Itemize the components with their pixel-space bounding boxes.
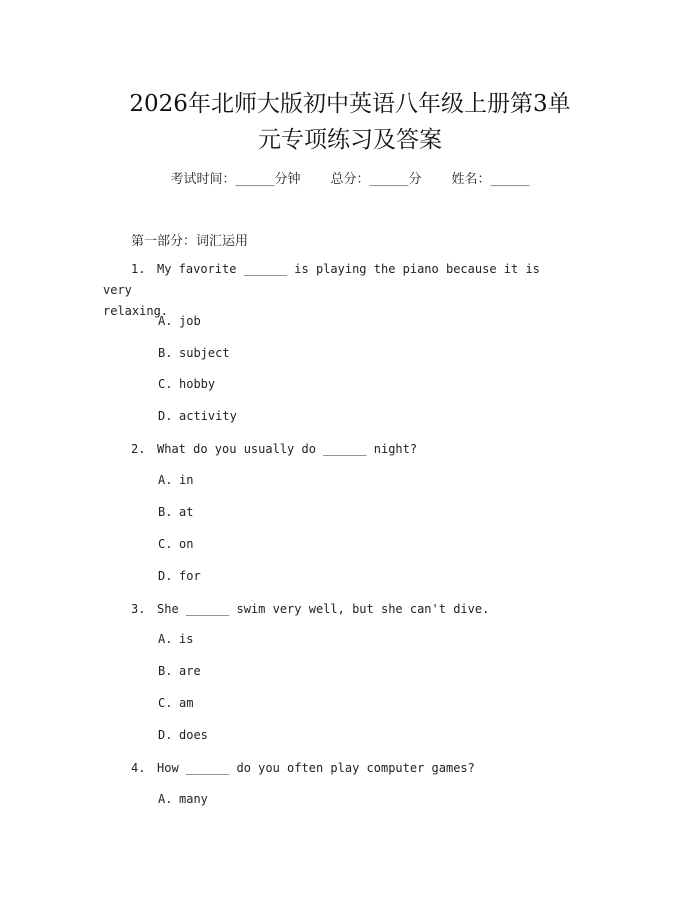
question-text-line: My favorite ______ is playing the piano because it is very [103, 262, 540, 297]
option-1c [158, 377, 215, 391]
option-letter: A. [158, 314, 173, 328]
option-text: job [179, 314, 201, 328]
option-2d [158, 569, 201, 583]
option-1d [158, 409, 237, 423]
question-number: 2. [131, 442, 146, 456]
title-line-2: 元专项练习及答案 [258, 127, 442, 153]
student-name: 姓名：______ [451, 172, 530, 187]
question-2 [103, 439, 563, 460]
option-2b [158, 505, 193, 519]
option-text: is [179, 632, 194, 646]
option-3b [158, 664, 201, 678]
option-3a [158, 632, 193, 646]
question-number: 4. [131, 761, 146, 775]
option-1b [158, 346, 230, 360]
option-text: does [179, 728, 208, 742]
document-title [60, 86, 640, 158]
exam-meta [0, 168, 700, 187]
option-text: am [179, 696, 194, 710]
option-letter: A. [158, 792, 173, 806]
question-3 [103, 599, 563, 620]
exam-time: 考试时间：______分钟 [170, 172, 301, 187]
question-number: 1. [131, 262, 146, 276]
option-letter: C. [158, 377, 173, 391]
question-text-line: What do you usually do ______ night? [157, 442, 418, 456]
option-4a [158, 792, 208, 806]
question-text-line: How ______ do you often play computer games? [157, 761, 475, 775]
option-letter: D. [158, 728, 173, 742]
section-heading: 第一部分：词汇运用 [131, 234, 249, 249]
option-2a [158, 473, 193, 487]
option-3d [158, 728, 208, 742]
option-text: on [179, 537, 194, 551]
option-letter: C. [158, 537, 173, 551]
question-1 [103, 259, 563, 322]
title-line-1: 2026年北师大版初中英语八年级上册第3单 [129, 91, 571, 117]
option-letter: B. [158, 664, 173, 678]
option-letter: A. [158, 473, 173, 487]
option-letter: D. [158, 569, 173, 583]
option-1a [158, 314, 201, 328]
option-letter: B. [158, 505, 173, 519]
option-text: for [179, 569, 201, 583]
option-text: activity [179, 409, 237, 423]
option-3c [158, 696, 193, 710]
option-letter: B. [158, 346, 173, 360]
option-text: at [179, 505, 194, 519]
option-letter: A. [158, 632, 173, 646]
question-number: 3. [131, 602, 146, 616]
option-text: many [179, 792, 208, 806]
question-text-line: relaxing. [103, 304, 169, 318]
question-4 [103, 758, 563, 779]
option-letter: D. [158, 409, 173, 423]
question-text-line: She ______ swim very well, but she can't dive. [157, 602, 490, 616]
option-text: are [179, 664, 201, 678]
exam-total-score: 总分：______分 [330, 172, 422, 187]
option-text: in [179, 473, 194, 487]
option-text: subject [179, 346, 230, 360]
option-text: hobby [179, 377, 216, 391]
option-2c [158, 537, 193, 551]
option-letter: C. [158, 696, 173, 710]
